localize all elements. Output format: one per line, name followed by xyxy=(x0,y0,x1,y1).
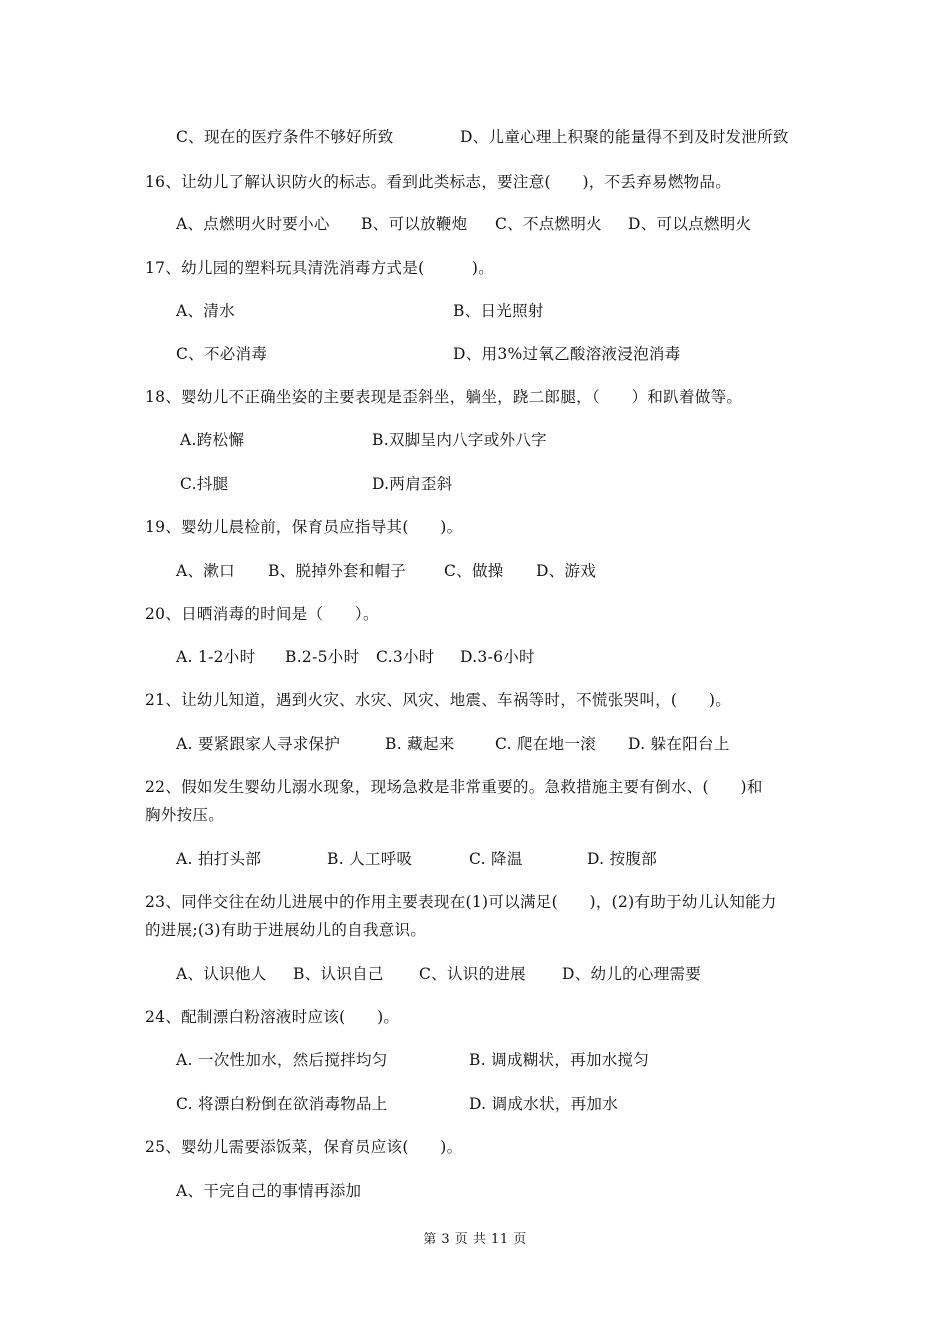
option-text: D. 调成水状，再加水 xyxy=(469,1095,619,1113)
question-text: 20、日晒消毒的时间是（ ）。 xyxy=(145,605,379,623)
question-text: 胸外按压。 xyxy=(145,806,225,824)
option-text: A. 要紧跟家人寻求保护 xyxy=(176,735,341,753)
option-text: A、清水 xyxy=(176,302,235,320)
question-text: 的进展;(3)有助于进展幼儿的自我意识。 xyxy=(145,921,427,939)
question-text: 24、配制漂白粉溶液时应该( )。 xyxy=(145,1008,400,1026)
option-text: B、日光照射 xyxy=(453,302,544,320)
option-text: D、用3%过氧乙酸溶液浸泡消毒 xyxy=(453,345,681,363)
option-text: C. 降温 xyxy=(469,850,523,868)
option-text: B.双脚呈内八字或外八字 xyxy=(372,431,547,449)
option-text: C、认识的进展 xyxy=(419,965,526,983)
option-text: B. 人工呼吸 xyxy=(327,850,413,868)
option-text: C、不点燃明火 xyxy=(495,215,602,233)
option-text: A. 拍打头部 xyxy=(176,850,262,868)
option-text: A、漱口 xyxy=(176,562,235,580)
option-text: B、脱掉外套和帽子 xyxy=(268,562,407,580)
option-text: C、现在的医疗条件不够好所致 xyxy=(176,128,394,146)
question-text: 22、假如发生婴幼儿溺水现象，现场急救是非常重要的。急救措施主要有倒水、( )和 xyxy=(145,778,763,796)
option-text: A、认识他人 xyxy=(176,965,267,983)
option-text: C、做操 xyxy=(444,562,504,580)
page-footer: 第 3 页 共 11 页 xyxy=(423,1232,527,1247)
option-text: C. 爬在地一滚 xyxy=(495,735,597,753)
option-text: A、干完自己的事情再添加 xyxy=(176,1182,362,1200)
question-text: 23、同伴交往在幼儿进展中的作用主要表现在(1)可以满足( )，(2)有助于幼儿认知能力 xyxy=(145,893,777,911)
option-text: C. 将漂白粉倒在欲消毒物品上 xyxy=(176,1095,388,1113)
option-text: B、可以放鞭炮 xyxy=(361,215,468,233)
question-text: 18、婴幼儿不正确坐姿的主要表现是歪斜坐，躺坐，跷二郎腿，（ ）和趴着做等。 xyxy=(145,388,743,406)
question-text: 19、婴幼儿晨检前，保育员应指导其( )。 xyxy=(145,518,463,536)
option-text: B. 藏起来 xyxy=(385,735,455,753)
option-text: C.抖腿 xyxy=(180,475,229,493)
option-text: D. 按腹部 xyxy=(587,850,658,868)
option-text: D.两肩歪斜 xyxy=(372,475,453,493)
option-text: D、可以点燃明火 xyxy=(628,215,752,233)
question-text: 21、让幼儿知道，遇到火灾、水灾、风灾、地震、车祸等时，不慌张哭叫，( )。 xyxy=(145,691,732,709)
option-text: C、不必消毒 xyxy=(176,345,268,363)
question-text: 25、婴幼儿需要添饭菜，保育员应该( )。 xyxy=(145,1138,463,1156)
option-text: A、点燃明火时要小心 xyxy=(176,215,330,233)
option-text: B、认识自己 xyxy=(293,965,384,983)
option-text: A. 一次性加水，然后搅拌均匀 xyxy=(176,1051,388,1069)
option-text: D、儿童心理上积聚的能量得不到及时发泄所致 xyxy=(460,128,789,146)
option-text: A. 1-2小时 xyxy=(176,648,256,666)
option-text: D、游戏 xyxy=(536,562,597,580)
option-text: B.2-5小时 xyxy=(285,648,360,666)
option-text: A.跨松懈 xyxy=(180,431,245,449)
option-text: D. 躲在阳台上 xyxy=(628,735,730,753)
option-text: D.3-6小时 xyxy=(460,648,535,666)
question-text: 16、让幼儿了解认识防火的标志。看到此类标志，要注意( )，不丢弃易燃物品。 xyxy=(145,173,732,191)
option-text: D、幼儿的心理需要 xyxy=(562,965,702,983)
option-text: B. 调成糊状，再加水搅匀 xyxy=(469,1051,650,1069)
question-text: 17、幼儿园的塑料玩具清洗消毒方式是( )。 xyxy=(145,259,495,277)
option-text: C.3小时 xyxy=(376,648,435,666)
